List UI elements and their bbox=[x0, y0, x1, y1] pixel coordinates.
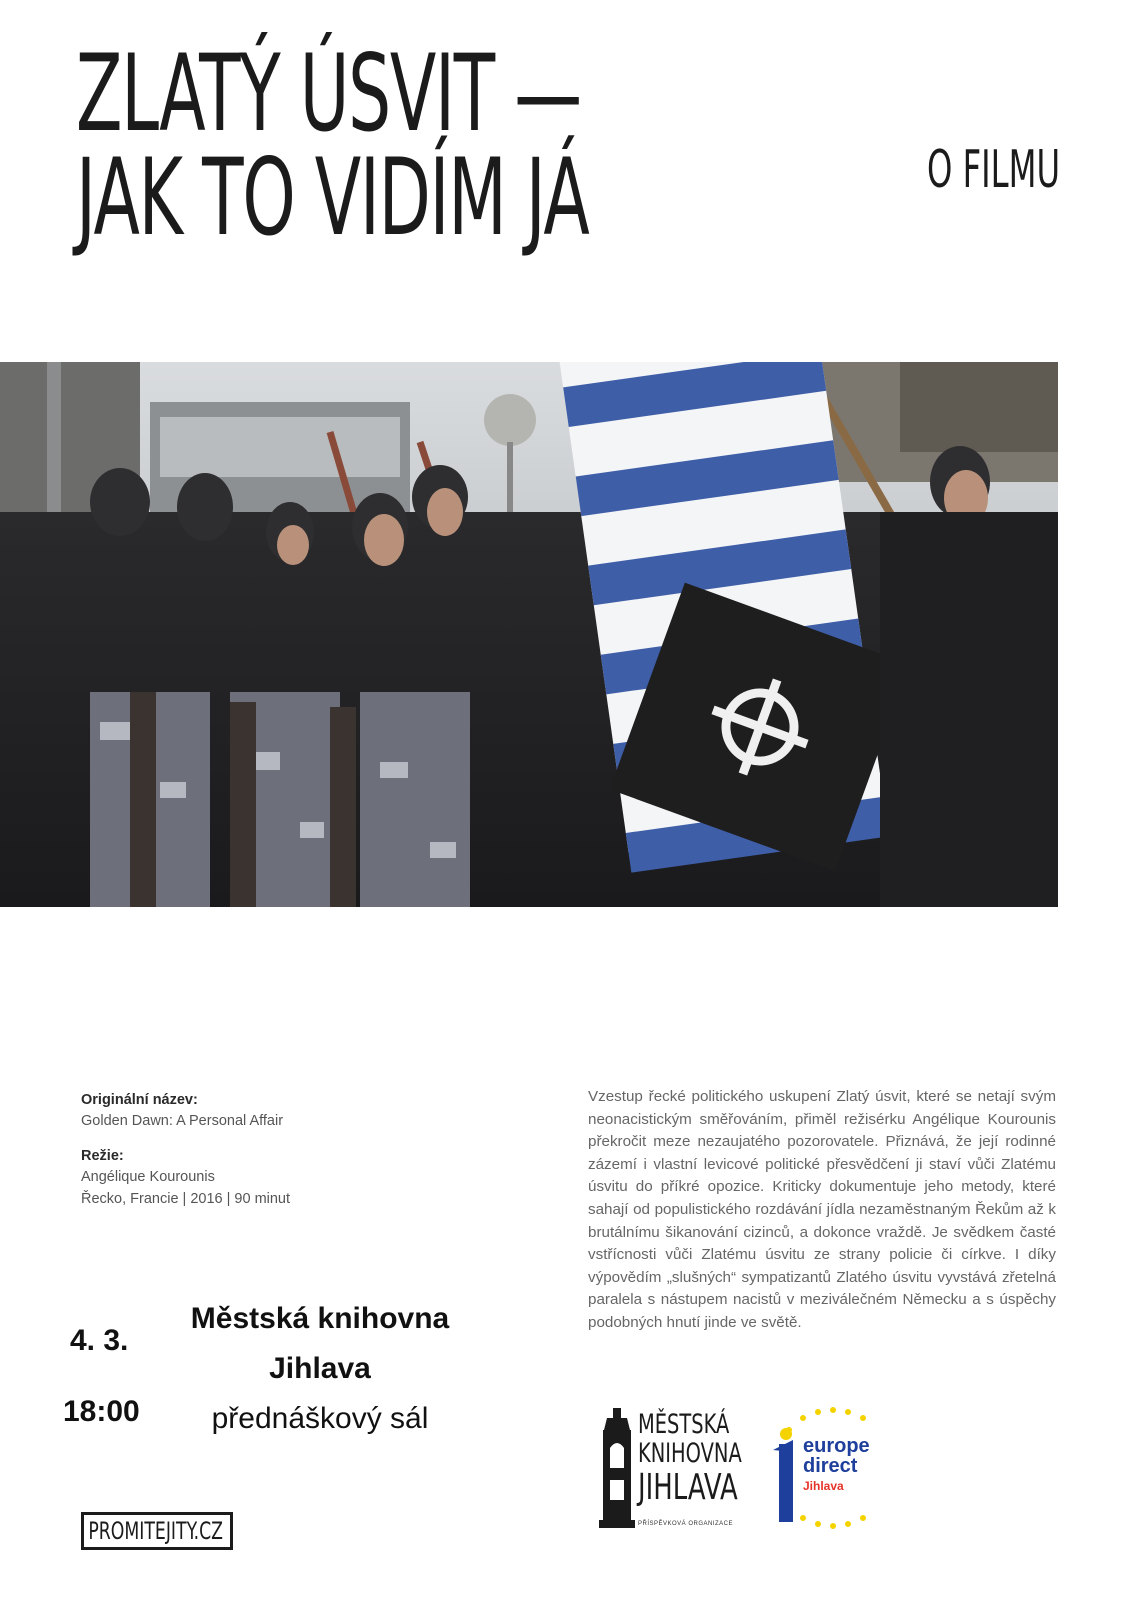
library-logo-line-2: KNIHOVNA bbox=[638, 1438, 742, 1469]
library-logo-line-1: MĚSTSKÁ bbox=[638, 1409, 730, 1440]
library-logo-line-3: JIHLAVA bbox=[638, 1467, 738, 1508]
event-venue bbox=[160, 1294, 480, 1444]
promitejity-logo bbox=[81, 1512, 233, 1550]
library-logo bbox=[597, 1408, 757, 1530]
film-info bbox=[81, 1090, 441, 1210]
event-time: 18:00 bbox=[63, 1395, 140, 1428]
library-logo-subtitle: PŘÍSPĚVKOVÁ ORGANIZACE bbox=[638, 1521, 734, 1527]
library-tower-icon bbox=[597, 1408, 637, 1528]
film-still-photo bbox=[0, 362, 1058, 907]
europe-direct-line-2: direct bbox=[803, 1455, 858, 1477]
film-description: Vzestup řecké politického uskupení Zlatý úsvit, které se netají svým neonacistickým směřováním, přiměl režisérku Angélique Kourounis překročit meze nezaujatého pozorovatele. Přiznává, že její rodinné zázemí i vlastní levicové politické přesvědčení ji staví vůči Zlatému úsvitu do příkré opozice. Kriticky dokumentuje jeho metody, které sahají od populistického rozdávání jídla nezaměstnaným Řekům až k brutálnímu šikanování cizinců, a dokonce vraždě. Je svědkem časté vstřícnosti vůči Zlatému úsvitu ze strany policie či církve. I díky výpovědím „slušných“ sympatizantů Zlatého úsvitu vyvstává zřetelná paralela s nástupem nacistů v meziválečném Německu a s úspěchy podobných hnutí jinde ve světě. bbox=[588, 1088, 1056, 1331]
europe-direct-line-3: Jihlava bbox=[803, 1479, 844, 1493]
event-date: 4. 3. bbox=[70, 1324, 129, 1357]
europe-direct-logo bbox=[773, 1406, 883, 1530]
library-logo-text bbox=[638, 1410, 742, 1508]
venue-line-1: Městská knihovna bbox=[190, 1302, 450, 1335]
venue-room: přednáškový sál bbox=[211, 1402, 429, 1435]
title-line-2: JAK TO VIDÍM JÁ bbox=[76, 136, 589, 259]
venue-line-2: Jihlava bbox=[269, 1352, 371, 1385]
original-title-label: Originální název: bbox=[81, 1092, 198, 1108]
director-label: Režie: bbox=[81, 1148, 124, 1164]
europe-direct-text bbox=[803, 1436, 870, 1494]
europe-direct-line-1: europe bbox=[803, 1435, 870, 1457]
director-value: Angélique Kourounis bbox=[81, 1169, 215, 1185]
promo-text: PROMITEJITY.CZ bbox=[88, 1517, 224, 1545]
title-line-1: ZLATÝ ÚSVIT — bbox=[76, 32, 581, 155]
original-title-value: Golden Dawn: A Personal Affair bbox=[81, 1113, 284, 1129]
about-film-label: O FILMU bbox=[927, 140, 1061, 200]
poster-title bbox=[76, 32, 589, 259]
film-details: Řecko, Francie | 2016 | 90 minut bbox=[81, 1191, 291, 1207]
